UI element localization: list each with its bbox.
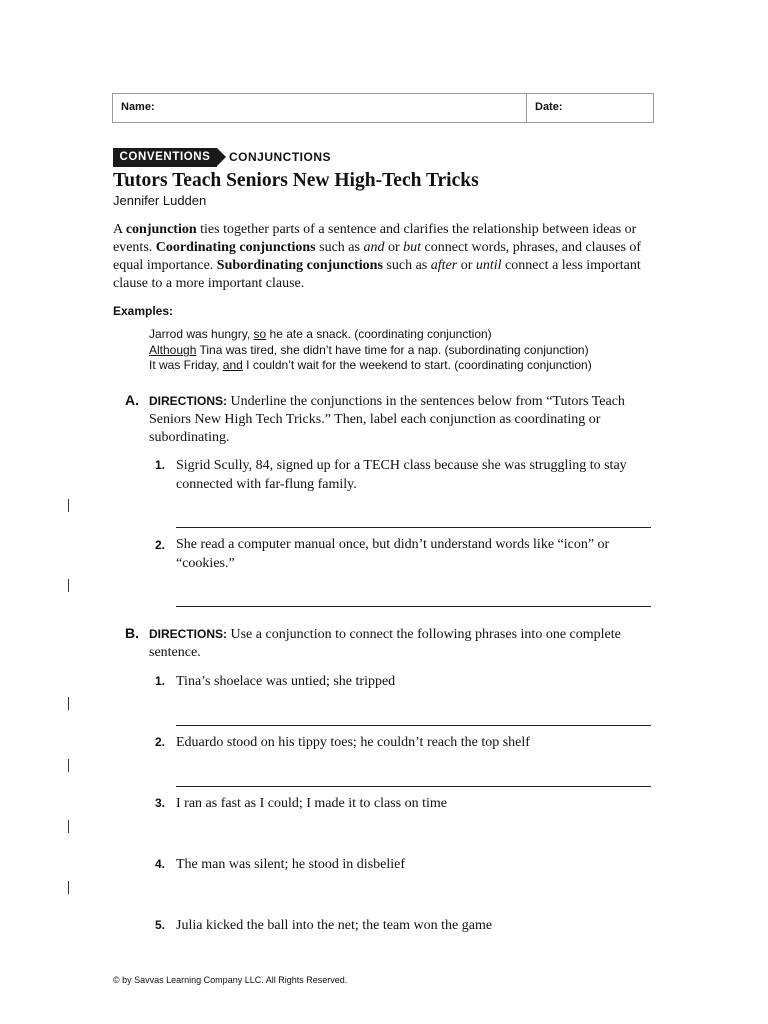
margin-mark — [68, 759, 69, 772]
directions-label: DIRECTIONS: — [149, 627, 227, 641]
example-conjunction: Although — [149, 343, 197, 357]
example-word: and — [363, 240, 385, 255]
term-subordinating: Subordinating conjunctions — [216, 258, 383, 273]
copyright-footer: © by Savvas Learning Company LLC. All Rights Reserved. — [113, 975, 348, 985]
example-text: he ate a snack. (coordinating conjunction) — [266, 327, 492, 341]
example-word: but — [403, 240, 422, 255]
examples-label: Examples: — [113, 304, 174, 318]
question-text: Tina’s shoelace was untied; she tripped — [176, 674, 396, 689]
intro-text: connect words, phrases, and clauses of equal importance. — [113, 240, 642, 273]
question-number: 3. — [155, 796, 166, 810]
answer-line[interactable] — [176, 786, 651, 787]
answer-line[interactable] — [176, 606, 651, 607]
margin-mark — [68, 499, 69, 512]
intro-text: A — [113, 222, 126, 237]
directions-label: DIRECTIONS: — [149, 394, 227, 408]
question-text: Julia kicked the ball into the net; the team won the game — [176, 918, 493, 933]
intro-text: such as — [382, 258, 431, 273]
intro-text: or — [384, 240, 404, 255]
margin-mark — [68, 820, 69, 833]
question-number: 2. — [155, 538, 166, 552]
name-label: Name: — [121, 101, 155, 113]
intro-paragraph — [113, 221, 658, 293]
page-author: Jennifer Ludden — [113, 193, 207, 208]
term-conjunction: conjunction — [125, 222, 197, 237]
name-date-header — [112, 93, 654, 123]
question-text: Eduardo stood on his tippy toes; he couldn’t reach the top shelf — [176, 735, 530, 750]
example-text: It was Friday, — [149, 358, 223, 372]
example-line — [149, 343, 589, 358]
question-number: 1. — [155, 674, 166, 688]
example-line — [149, 327, 492, 342]
answer-line[interactable] — [176, 725, 651, 726]
header-divider — [526, 94, 527, 122]
question-number: 1. — [155, 458, 166, 472]
question-number: 5. — [155, 918, 166, 932]
date-label: Date: — [535, 101, 563, 113]
margin-mark — [68, 579, 69, 592]
example-text: Tina was tired, she didn’t have time for a nap. (subordinating conjunction) — [196, 343, 589, 357]
example-text: Jarrod was hungry, — [149, 327, 254, 341]
question-text: She read a computer manual once, but didn’t understand words like “icon” or “cookies.” — [176, 537, 610, 571]
example-text: I couldn’t wait for the weekend to start. (coordinating conjunction) — [242, 358, 592, 372]
question-text: I ran as fast as I could; I made it to class on time — [176, 796, 447, 811]
term-coordinating: Coordinating conjunctions — [155, 240, 316, 255]
question-number: 4. — [155, 857, 166, 871]
directions-text: Underline the conjunctions in the sentences below from “Tutors Teach Seniors New High Tech Tricks.” Then, label each conjunction as coordinating or subordinating. — [149, 394, 625, 445]
tag-topic: CONJUNCTIONS — [229, 150, 332, 164]
question-number: 2. — [155, 735, 166, 749]
section-a-directions — [149, 392, 629, 447]
directions-text: Use a conjunction to connect the following phrases into one complete sentence. — [149, 627, 621, 660]
example-conjunction: and — [222, 358, 243, 372]
question-text: Sigrid Scully, 84, signed up for a TECH class because she was struggling to stay connected with far-flung family. — [176, 458, 627, 492]
margin-mark — [68, 881, 69, 894]
tag-arrow-icon — [217, 148, 226, 166]
conventions-tag: CONVENTIONS — [113, 148, 217, 167]
intro-text: such as — [315, 240, 364, 255]
section-b-letter: B. — [125, 625, 139, 641]
intro-text: connect a less important clause to a more important clause. — [113, 258, 641, 291]
page-title: Tutors Teach Seniors New High-Tech Tricks — [113, 170, 479, 191]
example-conjunction: so — [253, 327, 267, 341]
example-line — [149, 358, 592, 373]
question-text: The man was silent; he stood in disbelief — [176, 857, 406, 872]
margin-mark — [68, 697, 69, 710]
answer-line[interactable] — [176, 527, 651, 528]
section-a-letter: A. — [125, 392, 139, 408]
section-b-directions — [149, 625, 629, 662]
example-word: until — [475, 258, 502, 273]
example-word: after — [430, 258, 458, 273]
intro-text: or — [457, 258, 476, 273]
intro-text: ties together parts of a sentence and clarifies the relationship between ideas or events. — [113, 222, 637, 255]
